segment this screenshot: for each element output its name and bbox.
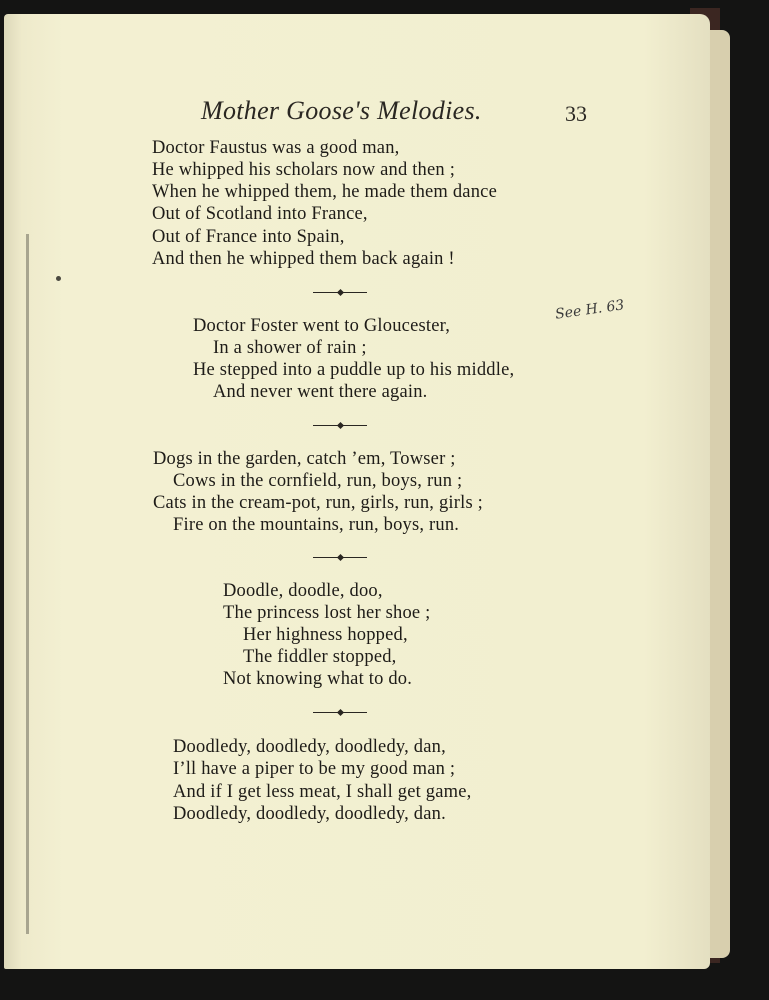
running-header-title: Mother Goose's Melodies. — [201, 96, 482, 125]
page-number: 33 — [565, 101, 587, 126]
poem-line: Cows in the cornfield, run, boys, run ; — [173, 471, 463, 491]
poem-line: Doodledy, doodledy, doodledy, dan, — [173, 737, 446, 757]
ornament-divider — [313, 712, 367, 713]
poem-line: Not knowing what to do. — [223, 669, 413, 689]
poem-line: Out of France into Spain, — [152, 227, 345, 247]
handwritten-annotation: See H. 63 — [554, 297, 626, 323]
poem-line: Cats in the cream-pot, run, girls, run, girls ; — [153, 493, 484, 513]
poem-line: Dogs in the garden, catch ’em, Towser ; — [153, 449, 456, 469]
poem-line: Out of Scotland into France, — [152, 204, 368, 224]
poem-line: I’ll have a piper to be my good man ; — [173, 759, 456, 779]
poem-line: The princess lost her shoe ; — [223, 603, 431, 623]
poem-line: He stepped into a puddle up to his middle, — [193, 360, 515, 380]
poem-line: When he whipped them, he made them dance — [152, 182, 497, 202]
poem-line: And if I get less meat, I shall get game, — [173, 782, 472, 802]
poem-line: Doodle, doodle, doo, — [223, 581, 383, 601]
poem-line: And never went there again. — [213, 382, 428, 402]
ornament-divider — [313, 557, 367, 558]
poem-line: The fiddler stopped, — [243, 647, 397, 667]
poem-line: In a shower of rain ; — [213, 338, 367, 358]
poem-line: Doctor Foster went to Gloucester, — [193, 316, 451, 336]
poem-line: And then he whipped them back again ! — [152, 249, 455, 269]
poem-line: He whipped his scholars now and then ; — [152, 160, 456, 180]
poem-line: Doctor Faustus was a good man, — [152, 138, 400, 158]
poem-line: Her highness hopped, — [243, 625, 408, 645]
ornament-divider — [313, 292, 367, 293]
ink-speck — [56, 276, 61, 281]
poem-line: Doodledy, doodledy, doodledy, dan. — [173, 804, 446, 824]
gutter-line — [26, 234, 29, 934]
ornament-divider — [313, 425, 367, 426]
poem-line: Fire on the mountains, run, boys, run. — [173, 515, 460, 535]
